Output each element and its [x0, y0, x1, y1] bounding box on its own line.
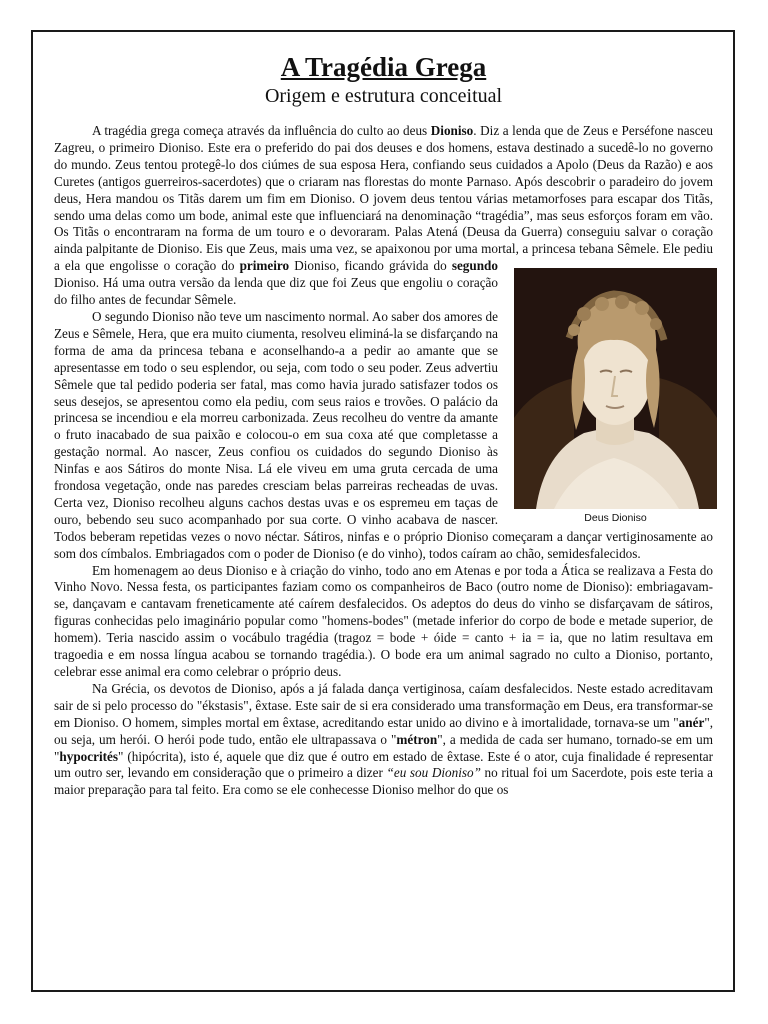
paragraph-segment: ", ou seja, um herói. O herói pode tudo, então ele ultrapassava o "	[54, 714, 713, 747]
paragraph-segment: Na Grécia, os devotos de Dioniso, após a já falada dança vertiginosa, caíam desfalecidos. Neste estado acreditavam sair de si pelo processo do "ékstasis", êxtase. Este sair de si era considerado uma transformação em Deus, era transformar-se em Dioniso. O homem, simples mortal em êxtase, acreditando estar unido ao divino e à imortalidade, tornava-se um "	[54, 680, 713, 730]
paragraph-segment: no ritual foi um Sacerdote, pois este teria a maior preparação para tal feito. Era como se ele conhecesse Dioniso melhor do que os	[54, 765, 713, 798]
paragraph-segment: " (hipócrita), isto é, aquele que diz que é outro em estado de êxtase. Este é o ator, cuja finalidade é representar um outro ser, levando em consideração que o primeiro a dizer	[54, 748, 713, 781]
paragraph-3	[54, 563, 713, 681]
paragraph-segment: Em homenagem ao deus Dioniso e à criação do vinho, todo ano em Atenas e por toda a Ática se realizava a Festa do Vinho Novo. Nessa festa, os participantes faziam como os companheiros de Baco (outro nome de Dioniso): embriagavam-se, dançavam e cantavam freneticamente até caírem desfalecidos. Os adeptos do deus do vinho se disfarçavam de sátiros, figuras conhecidas pelo imaginário popular como "homens-bodes" (metade inferior do corpo de bode e metade superior, de homem). Teria nascido assim o vocábulo tragédia (tragoz = bode + óide = canto + ia = ia, que no latim resultava em tragoedia e em nossa língua acabou se tornando tragédia.). O bode era um animal sagrado no culto a Dioniso, portanto, celebrar esse animal era como celebrar o próprio deus.	[54, 562, 713, 679]
paragraph-segment: A tragédia grega começa através da influência do culto ao deus	[92, 123, 431, 138]
paragraph-4	[54, 681, 713, 799]
bold-term: Dioniso	[430, 123, 474, 138]
bold-term: hypocrités	[59, 748, 118, 764]
document-body	[54, 50, 713, 799]
document-title: A Tragédia Grega	[280, 52, 487, 82]
paragraph-segment: Dioniso, ficando grávida do	[289, 258, 452, 274]
bold-term: primeiro	[239, 258, 290, 274]
document-subtitle: Origem e estrutura conceitual	[264, 85, 503, 107]
italic-quote: “eu sou Dioniso”	[386, 765, 481, 781]
bold-term: segundo	[451, 258, 498, 274]
figure-dioniso	[514, 268, 717, 526]
paragraph-segment: ", a medida de cada ser humano, tornado-se em um "	[54, 731, 714, 764]
paragraph-segment: O segundo Dioniso não teve um nascimento normal. Ao saber dos amores de Zeus e Sêmele, Hera, que era muito ciumenta, resolveu eliminá-la se disfarçando na forma de ama da princesa tebana e aconselhando-a a pedir ao amante que se apresentasse em todo o seu esplendor, ou seja, com todo o seu poder. Zeus advertiu Sêmele que tal pedido poderia ser fatal, mas como havia jurado satisfazer todos os seus desejos, se apresentou como ela pediu, com seus raios e trovões. O palácio da princesa se incendiou e ela morreu carbonizada. Zeus recolheu do ventre da amante o fruto inacabado de sua paixão e colocou-o em sua coxa até que completasse a gestação normal. Ao nascer, Zeus confiou os cuidados do segundo Dioniso às Ninfas e aos Sátiros do monte Nisa. Lá ele viveu em uma gruta cercada de uma frondosa vegetação, onde nas paredes cresciam belas parreiras recheadas de uvas. Certa vez, Dioniso recolheu alguns cachos destas uvas e os espremeu em taças de ouro, bebendo seu suco acompanhado por sua corte. O vinho acabava de nascer. Todos beberam repetidas vezes o novo néctar. Sátiros, ninfas e o próprio Dioniso começaram a dançar vertiginosamente ao som dos címbalos. Embriagados com o poder de Dioniso (e do vinho), todos caíram ao chão, semidesfalecidos.	[54, 308, 713, 561]
paragraph-segment: Dioniso. Há uma outra versão da lenda que diz que foi Zeus que engoliu o coração do filho antes de fecundar Sêmele.	[54, 275, 498, 308]
paragraph-segment: . Diz a lenda que de Zeus e Perséfone nasceu Zagreu, o primeiro Dioniso. Este era o preferido do pai dos deuses e dos homens, estava destinado a sucedê-lo no governo do mundo. Zeus tentou protegê-lo dos ciúmes de sua esposa Hera, confiando seus cuidados a Apolo (Deus da Razão) e aos Curetes (antigos guerreiros-sacerdotes) que o criaram nas florestas do monte Parnaso. Após descobrir o paradeiro do jovem deus, Hera mandou os Titãs darem um fim em Dioniso. O jovem deus tentou várias metamorfoses para escapar dos Titãs, sendo uma delas como um bode, animal este que influenciará na denominação “tragédia”, mas seus esforços foram em vão. Os Titãs o encontraram na forma de um touro e o devoraram. Palas Atená (Deusa da Guerra) conseguiu salvar o coração ainda palpitante de Dioniso. Eis que Zeus, mais uma vez, se apaixonou por uma mortal, a princesa tebana Sêmele. Ele pediu a ela que engolisse o coração do	[54, 123, 714, 274]
bold-term: métron	[396, 731, 438, 747]
figure-caption: Deus Dioniso	[584, 512, 647, 525]
bold-term: anér	[678, 714, 705, 730]
dioniso-statue-image	[514, 268, 717, 509]
